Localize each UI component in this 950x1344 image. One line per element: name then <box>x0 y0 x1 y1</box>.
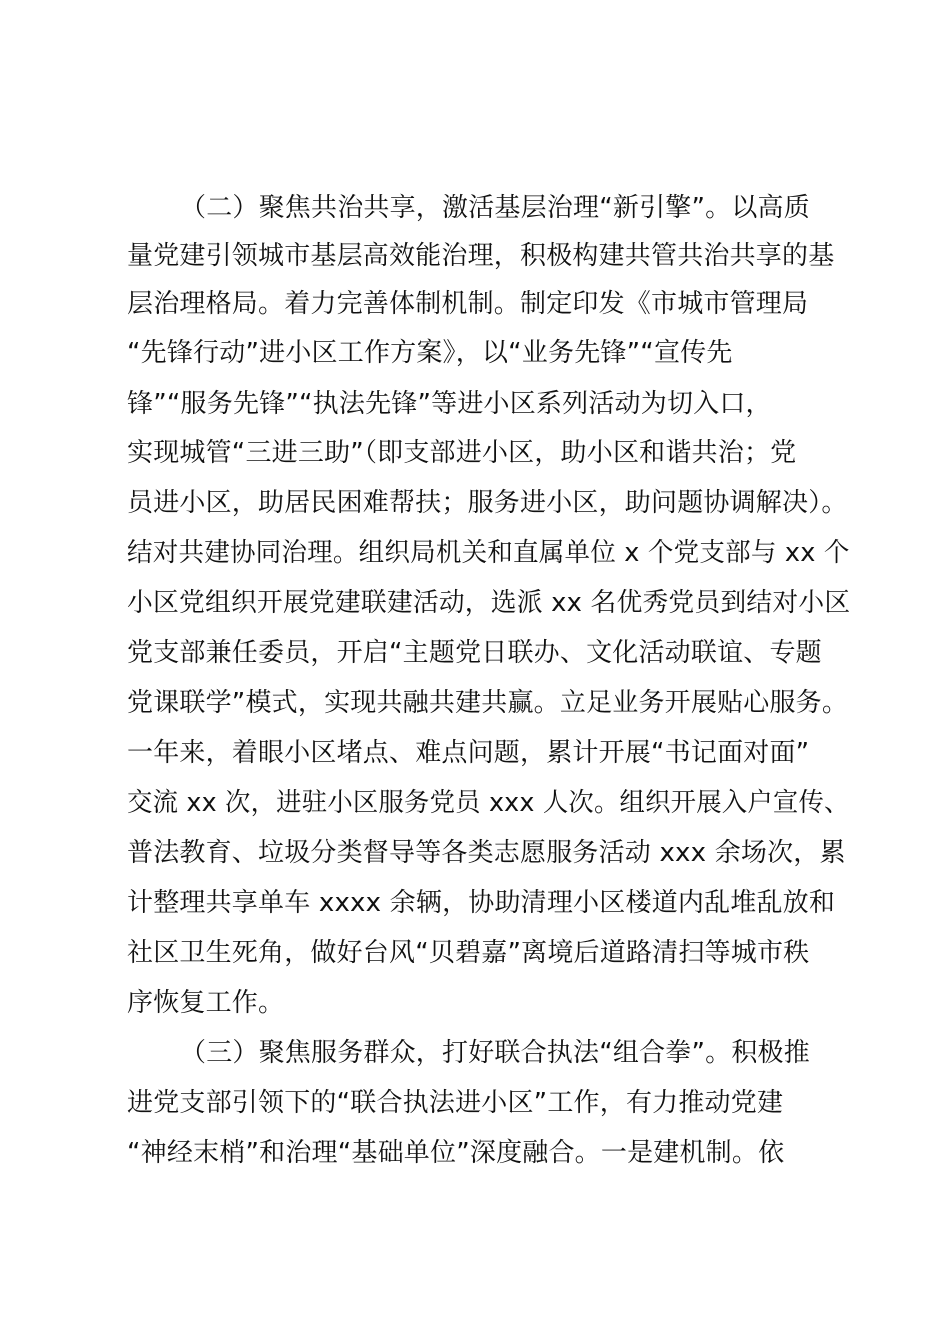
paragraph-line: 计整理共享单车 xxxx 余辆，协助清理小区楼道内乱堆乱放和 <box>127 888 836 918</box>
paragraph-line: 序恢复工作。 <box>127 988 285 1018</box>
paragraph-line: 锋”“服务先锋”“执法先锋”等进小区系列活动为切入口， <box>127 389 772 419</box>
paragraph-line: 量党建引领城市基层高效能治理，积极构建共管共治共享的基 <box>127 241 835 271</box>
paragraph-line: 一年来，着眼小区堵点、难点问题，累计开展“书记面对面” <box>127 738 810 768</box>
paragraph-line: （二）聚焦共治共享，激活基层治理“新引擎”。以高质 <box>180 193 810 223</box>
paragraph-line: 党课联学”模式，实现共融共建共赢。立足业务开展贴心服务。 <box>127 688 849 718</box>
paragraph-line: 普法教育、垃圾分类督导等各类志愿服务活动 xxx 余场次，累 <box>127 838 846 868</box>
paragraph-line: 层治理格局。着力完善体制机制。制定印发《市城市管理局 <box>127 289 809 319</box>
paragraph-line: （三）聚焦服务群众，打好联合执法“组合拳”。积极推 <box>180 1038 810 1068</box>
paragraph-line: 进党支部引领下的“联合执法进小区”工作，有力推动党建 <box>127 1088 784 1118</box>
paragraph-line: 社区卫生死角，做好台风“贝碧嘉”离境后道路清扫等城市秩 <box>127 938 810 968</box>
paragraph-line: 实现城管“三进三助”（即支部进小区，助小区和谐共治；党 <box>127 438 797 468</box>
paragraph-line: “先锋行动”进小区工作方案》，以“业务先锋”“宣传先 <box>127 338 733 368</box>
paragraph-line: 交流 xx 次，进驻小区服务党员 xxx 人次。组织开展入户宣传、 <box>127 788 850 818</box>
paragraph-line: 结对共建协同治理。组织局机关和直属单位 x 个党支部与 xx 个 <box>127 538 850 568</box>
paragraph-line: “神经末梢”和治理“基础单位”深度融合。一是建机制。依 <box>127 1138 785 1168</box>
paragraph-line: 员进小区，助居民困难帮扶；服务进小区，助问题协调解决）。 <box>127 488 848 518</box>
paragraph-line: 小区党组织开展党建联建活动，选派 xx 名优秀党员到结对小区 <box>127 588 851 618</box>
paragraph-line: 党支部兼任委员，开启“主题党日联办、文化活动联谊、专题 <box>127 638 822 668</box>
